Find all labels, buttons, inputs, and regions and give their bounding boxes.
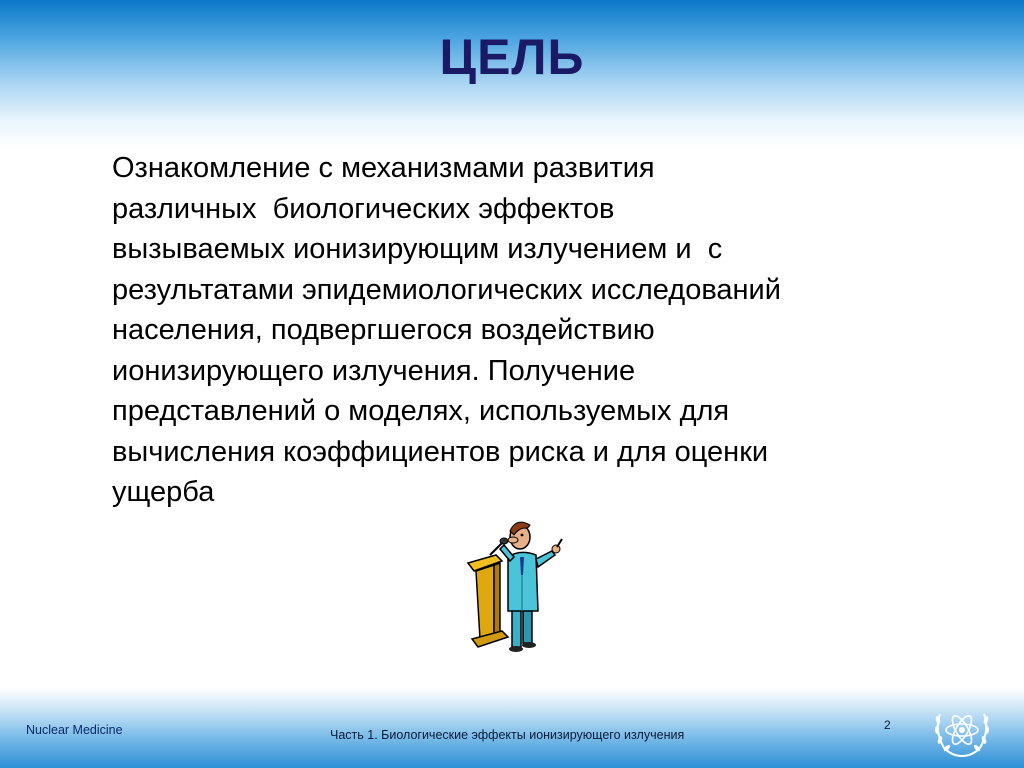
body-line: результатами эпидемиологических исследований xyxy=(112,273,781,306)
slide-body-text xyxy=(112,148,912,513)
speaker-at-podium-icon xyxy=(458,515,568,655)
footer-course-title: Nuclear Medicine xyxy=(26,723,123,737)
body-line: Ознакомление с механизмами развития xyxy=(112,152,655,184)
body-line: вызываемых ионизирующим излучением и с xyxy=(112,233,723,265)
body-line: вычисления коэффициентов риска и для оценки xyxy=(112,435,769,468)
body-line: представлений о моделях, используемых для xyxy=(112,395,730,427)
page-number: 2 xyxy=(884,718,891,732)
footer-section-title: Часть 1. Биологические эффекты ионизирующего излучения xyxy=(330,728,685,742)
slide-title: ЦЕЛЬ xyxy=(439,29,585,85)
body-line: ущерба xyxy=(112,476,215,508)
iaea-emblem-icon xyxy=(930,700,994,760)
body-line: различных биологических эффектов xyxy=(112,192,615,225)
body-line: ионизирующего излучения. Получение xyxy=(112,354,636,387)
body-line: населения, подвергшегося воздействию xyxy=(112,314,655,346)
